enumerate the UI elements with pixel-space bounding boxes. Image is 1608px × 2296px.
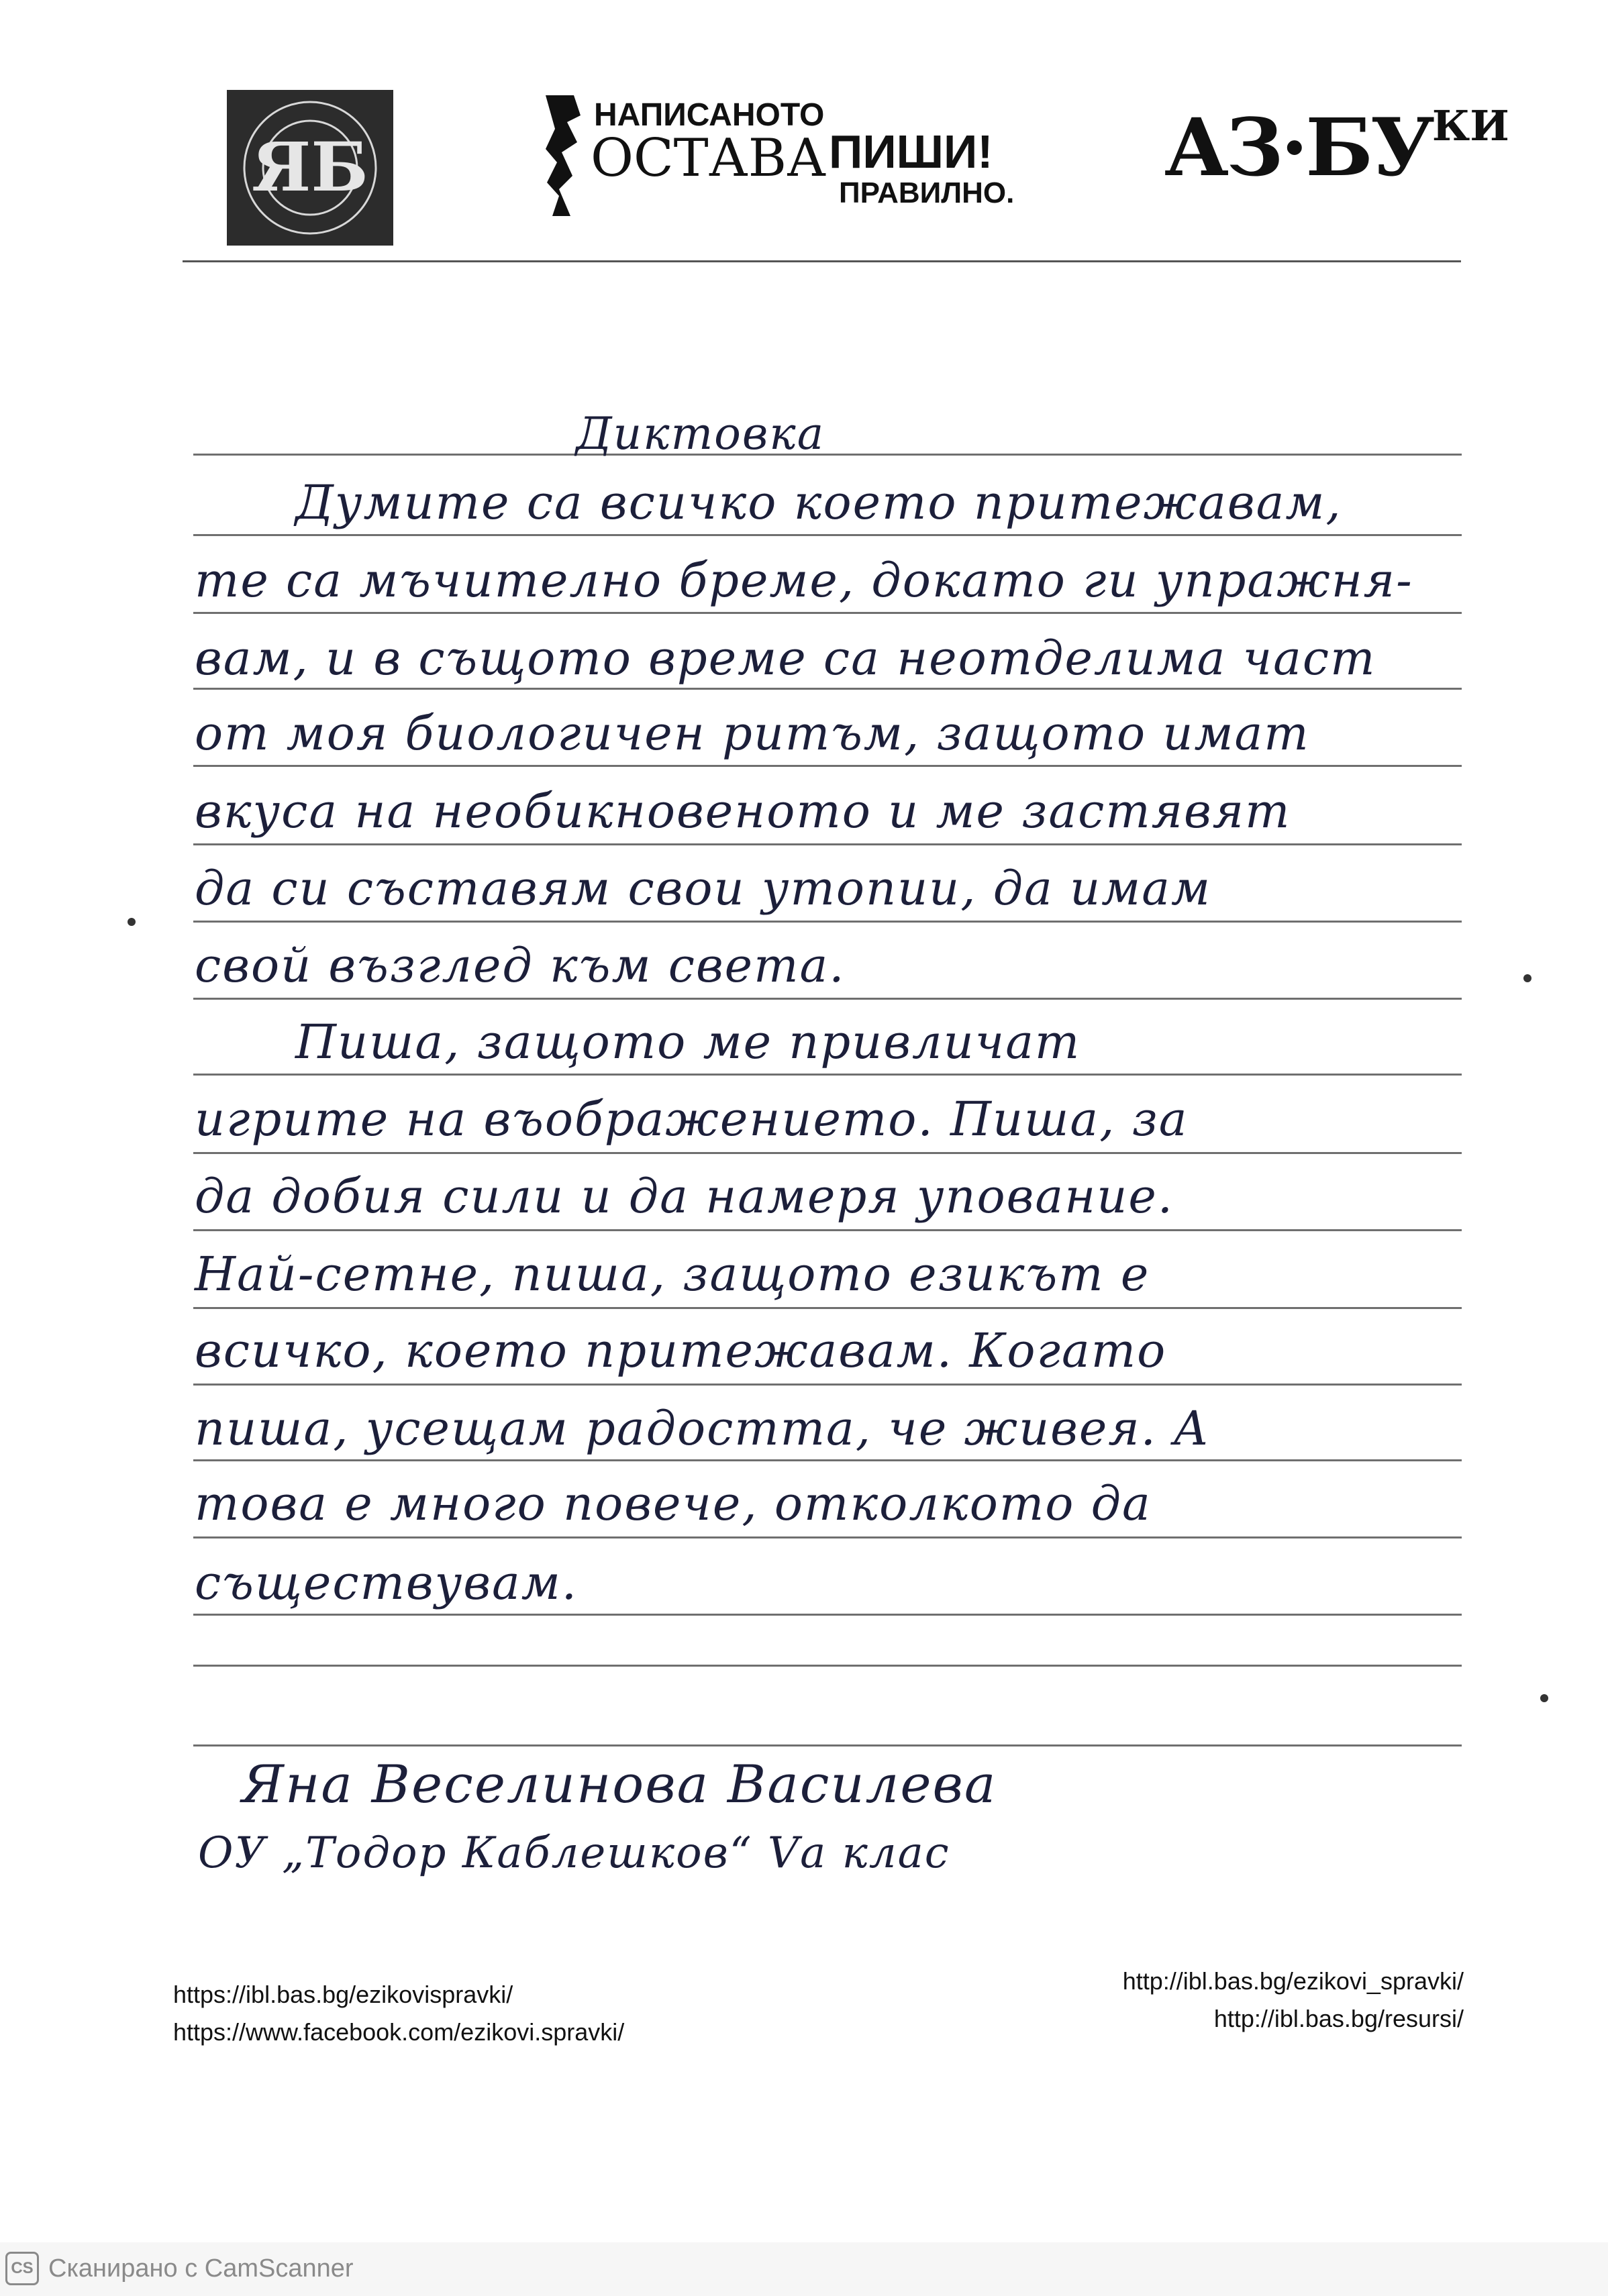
- dictation-line: да добия сили и да намеря упование.: [195, 1169, 1174, 1224]
- ruled-line: [193, 612, 1462, 614]
- dictation-line: вкуса на необикновеното и ме застявят: [195, 784, 1291, 839]
- dictation-line: свой възглед към света.: [195, 938, 846, 993]
- azbuki-sup: КИ: [1431, 101, 1509, 150]
- signature-school: ОУ „Тодор Каблешков“ Vа клас: [198, 1828, 950, 1878]
- campaign-logo: [540, 89, 1077, 223]
- scanner-label: Сканирано с CamScanner: [48, 2254, 354, 2283]
- institute-logo: [227, 90, 393, 246]
- ruled-line: [193, 688, 1462, 690]
- campaign-line1: НАПИСАНОТО: [594, 97, 825, 133]
- ruled-line: [193, 998, 1462, 1000]
- ruled-line: [193, 534, 1462, 536]
- ruled-line: [193, 1307, 1462, 1309]
- azbuki-main: АЗ·БУ: [1164, 101, 1432, 194]
- dictation-line: това е много повече, отколкото да: [195, 1476, 1152, 1531]
- ruled-line: [193, 843, 1462, 845]
- margin-dot: [1523, 974, 1531, 982]
- ruled-line: [193, 1152, 1462, 1154]
- footer-url-right-2[interactable]: http://ibl.bas.bg/resursi/: [1213, 2005, 1464, 2032]
- ruled-line: [193, 454, 1462, 456]
- ruled-line: [193, 1536, 1462, 1538]
- ruled-line: [193, 765, 1462, 767]
- signature-name: Яна Веселинова Василева: [242, 1755, 997, 1815]
- campaign-line2: ОСТАВА: [591, 128, 827, 189]
- dictation-line: всичко, което притежавам. Когато: [195, 1323, 1167, 1378]
- margin-dot: [128, 918, 136, 926]
- dictation-line: пиша, усещам радостта, че живея. А: [195, 1401, 1211, 1456]
- footer-url-left-2[interactable]: https://www.facebook.com/ezikovi.spravki/: [173, 2018, 625, 2046]
- ruled-line: [193, 921, 1462, 923]
- campaign-line3: ПИШИ!: [829, 125, 993, 178]
- dictation-line: вам, и в същото време са неотделима част: [195, 631, 1376, 686]
- ruled-line: [193, 1614, 1462, 1616]
- ruled-line: [193, 1744, 1462, 1746]
- dictation-line: те са мъчително бреме, докато ги упражня-: [195, 553, 1413, 608]
- dictation-title: Диктовка: [576, 408, 825, 460]
- footer-url-right-1[interactable]: http://ibl.bas.bg/ezikovi_spravki/: [1122, 1967, 1464, 1995]
- ruled-line: [193, 1459, 1462, 1461]
- footer-url-left-1[interactable]: https://ibl.bas.bg/ezikovispravki/: [173, 1981, 513, 2008]
- ruled-line: [193, 1229, 1462, 1231]
- dictation-line: Най-сетне, пиша, защото езикът е: [195, 1247, 1150, 1302]
- dictation-line: да си съставям свои утопии, да имам: [195, 861, 1211, 916]
- header-rule: [183, 260, 1461, 262]
- svg-text:ЯБ: ЯБ: [252, 127, 368, 207]
- dictation-line: Пиша, защото ме привличат: [295, 1014, 1081, 1069]
- ruled-line: [193, 1665, 1462, 1667]
- ruled-line: [193, 1074, 1462, 1076]
- dictation-line: Думите са всичко което притежавам,: [295, 475, 1342, 530]
- dictation-line: от моя биологичен ритъм, защото имат: [195, 706, 1310, 761]
- campaign-line4: ПРАВИЛНО.: [839, 176, 1015, 209]
- dictation-line: съществувам.: [195, 1555, 579, 1610]
- azbuki-logo: [1164, 101, 1509, 201]
- ruled-line: [193, 1384, 1462, 1386]
- margin-dot: [1540, 1694, 1548, 1702]
- camscanner-icon: CS: [5, 2252, 39, 2285]
- dictation-line: игрите на въображението. Пиша, за: [195, 1092, 1189, 1147]
